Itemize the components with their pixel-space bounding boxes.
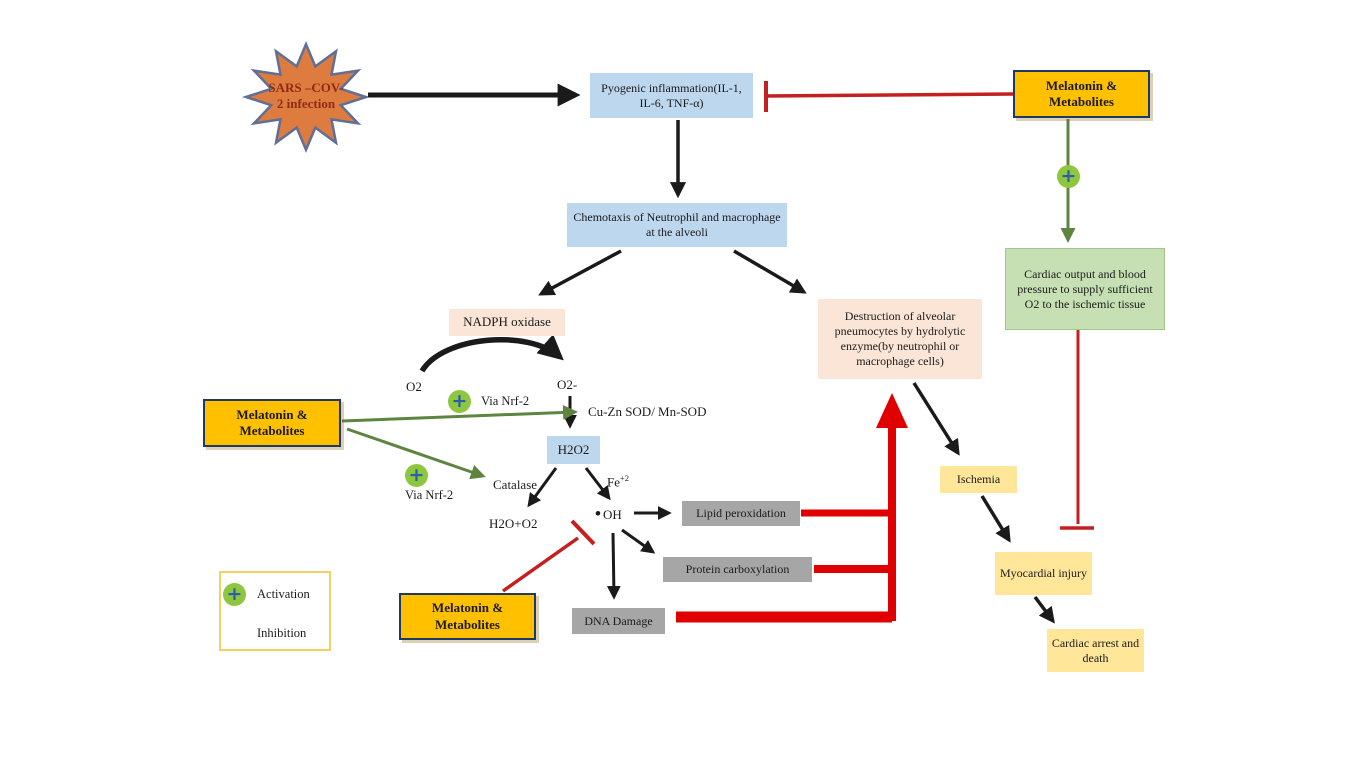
- cardiac-arrest-box: Cardiac arrest and death: [1047, 629, 1144, 672]
- inhibit-melatonin-to-pyogenic: [766, 94, 1013, 96]
- catalase-label: Catalase: [493, 477, 538, 492]
- h2o-o2-label: H2O+O2: [489, 516, 538, 531]
- fe2-label: $Fe^{+2}$: [607, 473, 630, 490]
- sars-infection-line1: SARS –COV-: [268, 80, 344, 95]
- h2o2-box: H2O2: [547, 436, 600, 464]
- cuzn-sod-label: Cu-Zn SOD/ Mn-SOD: [588, 404, 707, 419]
- via-nrf2-label-1: Via Nrf-2: [481, 394, 530, 408]
- red-arrowhead-to-destruction: [876, 393, 908, 428]
- melatonin-box-top: Melatonin & Metabolites: [1013, 70, 1150, 118]
- arrow-oh-to-protein: [622, 530, 653, 552]
- o2minus-label: O2-: [557, 377, 578, 392]
- legend-inhibition-label: Inhibition: [257, 626, 307, 640]
- sars-infection-line2: 2 infection: [276, 96, 336, 112]
- activation-plus-icon: +: [1057, 165, 1080, 188]
- arrow-chemotaxis-to-nadph: [541, 251, 621, 294]
- inhibit-melatonin-to-oh: [503, 538, 578, 591]
- arrow-melatonin-to-cuznsod: [342, 412, 575, 421]
- cardiac-output-box: Cardiac output and blood pressure to supply sufficient O2 to the ischemic tissue: [1005, 248, 1165, 330]
- activation-plus-icon: +: [448, 390, 471, 413]
- melatonin-box-left: Melatonin & Metabolites: [203, 399, 341, 447]
- lipid-peroxidation-box: Lipid peroxidation: [682, 501, 800, 526]
- nadph-oxidase-box: NADPH oxidase: [449, 309, 565, 336]
- arrow-myocardial-to-cardiacarrest: [1035, 597, 1053, 621]
- ischemia-box: Ischemia: [940, 466, 1017, 493]
- destruction-box: Destruction of alveolar pneumocytes by hydrolytic enzyme(by neutrophil or macrophage cells): [818, 299, 982, 379]
- via-nrf2-label-2: Via Nrf-2: [405, 488, 454, 502]
- o2-label: O2: [406, 379, 422, 394]
- arrow-oh-to-dna: [613, 533, 614, 597]
- sars-infection-label: [256, 80, 356, 113]
- melatonin-box-bottom: Melatonin & Metabolites: [399, 593, 536, 640]
- activation-plus-icon: +: [405, 464, 428, 487]
- protein-carboxylation-box: Protein carboxylation: [663, 557, 812, 582]
- arrow-chemotaxis-to-destruction: [734, 251, 804, 292]
- legend-activation-label: Activation: [257, 587, 310, 601]
- arrow-destruction-to-ischemia: [914, 383, 958, 453]
- dna-damage-box: DNA Damage: [572, 608, 665, 634]
- arrow-o2-to-o2minus-curved: [422, 340, 560, 371]
- chemotaxis-box: Chemotaxis of Neutrophil and macrophage at the alveoli: [567, 203, 787, 247]
- arrow-h2o2-to-oh: [586, 468, 609, 498]
- radical-dot: •: [595, 504, 601, 523]
- arrow-ischemia-to-myocardial: [982, 496, 1009, 540]
- myocardial-injury-box: Myocardial injury: [995, 552, 1092, 595]
- legend-activation-plus-icon: +: [223, 583, 246, 606]
- hydroxyl-radical-label: • OH: [595, 504, 622, 523]
- pyogenic-inflammation-box: Pyogenic inflammation(IL-1, IL-6, TNF-α): [590, 73, 753, 118]
